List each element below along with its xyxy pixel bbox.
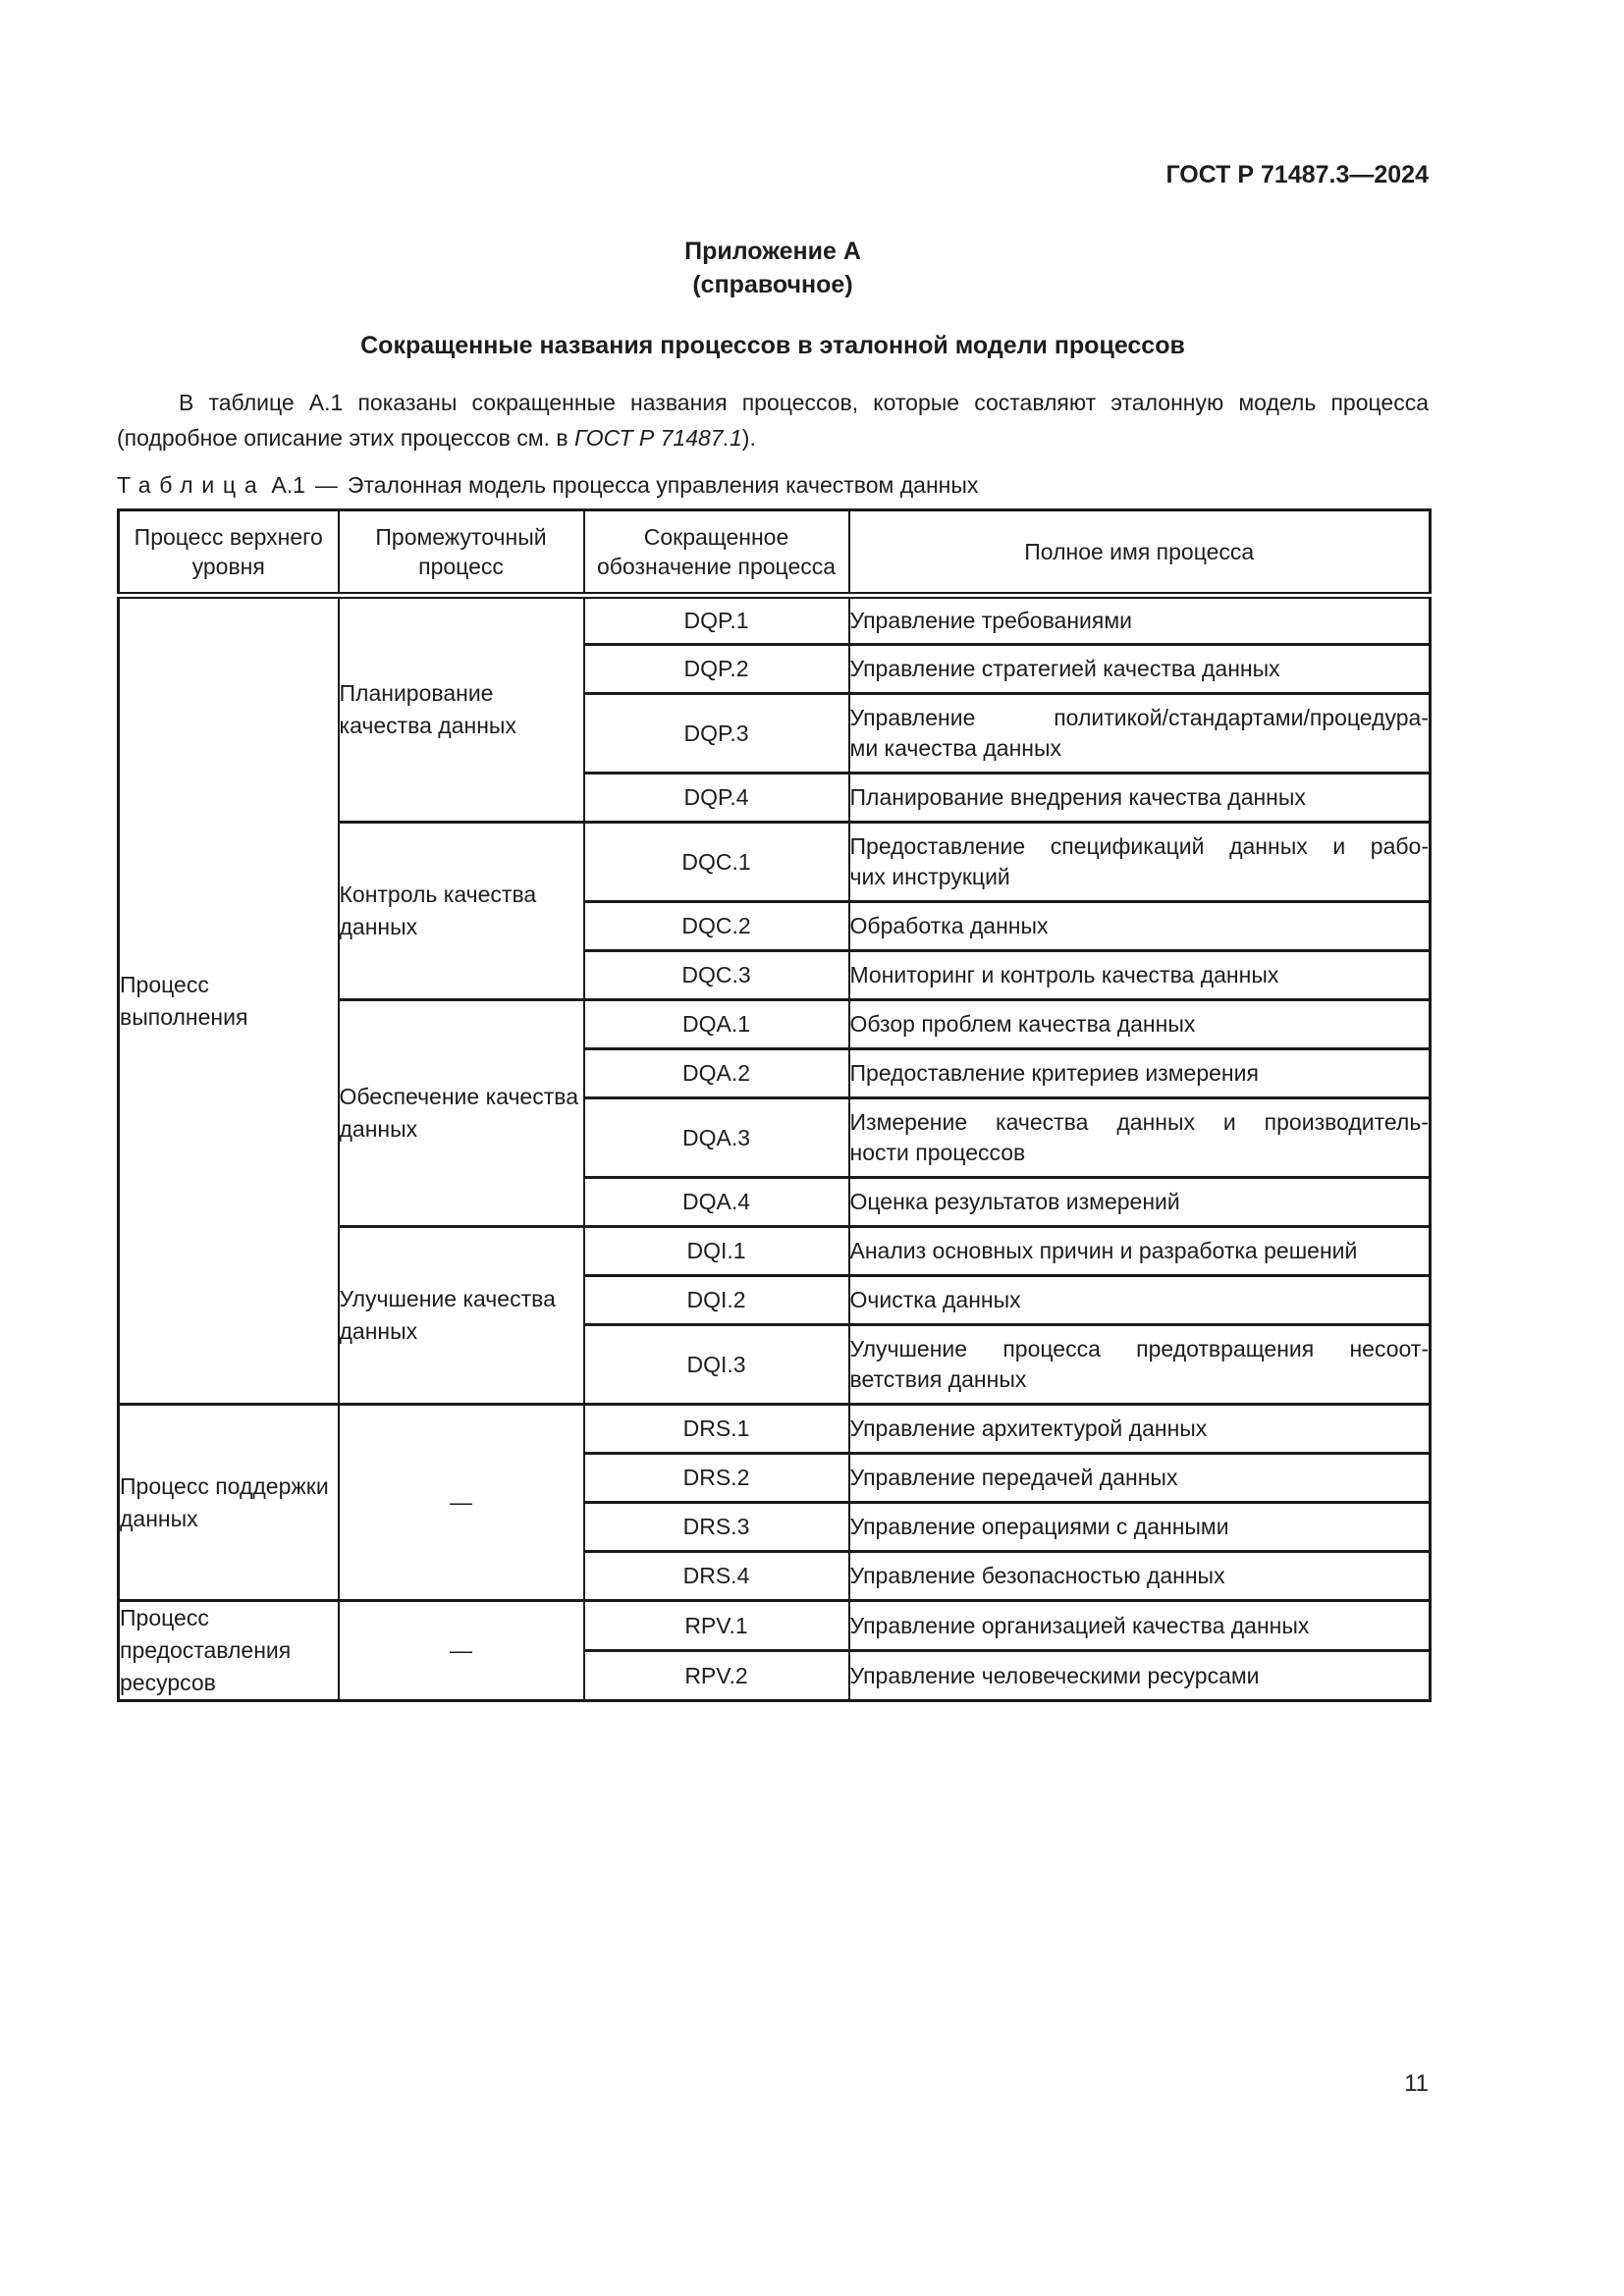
intro-paragraph — [117, 385, 1429, 455]
process-name-line: Управление организацией качества данных — [849, 1612, 1310, 1638]
cell-top-level-process: Процесс поддержки данных — [119, 1405, 339, 1601]
cell-intermediate-process: Улучшение качества данных — [339, 1227, 584, 1405]
cell-process-code: RPV.1 — [584, 1601, 849, 1651]
cell-process-code: DQC.2 — [584, 902, 849, 951]
cell-process-code: DQA.4 — [584, 1178, 849, 1227]
process-name-line: Мониторинг и контроль качества данных — [849, 962, 1279, 988]
cell-process-full-name — [849, 1503, 1431, 1552]
cell-process-full-name — [849, 1227, 1431, 1276]
cell-process-code: DQI.2 — [584, 1276, 849, 1325]
cell-process-full-name — [849, 1454, 1431, 1503]
cell-process-code: DQC.3 — [584, 951, 849, 1000]
cell-process-full-name — [849, 1276, 1431, 1325]
column-header-intermediate-process: Промежуточный процесс — [339, 510, 584, 596]
table-caption — [117, 470, 1429, 501]
cell-process-code: DQP.3 — [584, 694, 849, 774]
cell-process-code: DQI.1 — [584, 1227, 849, 1276]
process-name-line: Управление архитектурой данных — [849, 1415, 1208, 1441]
cell-top-level-process: Процесс предоставления ресурсов — [119, 1601, 339, 1701]
process-name-line: Управление требованиями — [849, 608, 1132, 633]
process-name-line: ми качества данных — [849, 735, 1062, 761]
process-name-line: Управление передачей данных — [849, 1465, 1178, 1490]
cell-process-full-name — [849, 774, 1431, 823]
process-name-line: Управление безопасностью данных — [849, 1563, 1225, 1588]
table-row — [119, 1601, 1431, 1651]
cell-process-code: DQP.4 — [584, 774, 849, 823]
column-header-process-code: Сокращенное обозначение процесса — [584, 510, 849, 596]
intro-text-part1: В таблице А.1 показаны сокращенные названия процессов, которые составляют эталонную модель процесса (подробное описание этих процессов см. в — [117, 390, 1429, 451]
cell-process-full-name — [849, 1405, 1431, 1454]
cell-intermediate-process: — — [339, 1405, 584, 1601]
cell-process-full-name — [849, 596, 1431, 645]
process-name-line: Анализ основных причин и разработка решений — [849, 1238, 1358, 1263]
process-name-line: Управление стратегией качества данных — [849, 656, 1280, 681]
process-name-line: Обзор проблем качества данных — [849, 1011, 1196, 1037]
cell-process-code: DQI.3 — [584, 1325, 849, 1405]
process-reference-table — [117, 508, 1432, 1702]
section-title: Сокращенные названия процессов в эталонной модели процессов — [360, 332, 1185, 359]
cell-process-full-name — [849, 1651, 1431, 1701]
cell-process-code: DRS.3 — [584, 1503, 849, 1552]
cell-process-code: DQP.1 — [584, 596, 849, 645]
cell-process-code: RPV.2 — [584, 1651, 849, 1701]
table-caption-number: А.1 — [271, 472, 305, 498]
cell-process-code: DQA.2 — [584, 1049, 849, 1098]
process-name-line: Улучшение процесса предотвращения несоот- — [849, 1336, 1429, 1362]
cell-process-full-name — [849, 1049, 1431, 1098]
cell-process-full-name — [849, 951, 1431, 1000]
process-name-line: Управление человеческими ресурсами — [849, 1662, 1260, 1688]
intro-standard-ref-italic: ГОСТ Р 71487.1 — [573, 425, 742, 451]
cell-process-code: DRS.2 — [584, 1454, 849, 1503]
table-row — [119, 596, 1431, 645]
cell-process-full-name — [849, 1601, 1431, 1651]
cell-process-full-name — [849, 1552, 1431, 1601]
process-name-line: ности процессов — [849, 1140, 1026, 1165]
process-name-line: чих инструкций — [849, 864, 1010, 889]
appendix-title: Приложение А — [684, 238, 861, 265]
cell-process-code: DQA.1 — [584, 1000, 849, 1049]
process-name-line: Управление операциями с данными — [849, 1514, 1229, 1539]
table-header-row — [119, 510, 1431, 596]
table-caption-label: Таблица — [117, 472, 266, 498]
page-number: 11 — [1404, 2070, 1429, 2097]
table-caption-text: Эталонная модель процесса управления качеством данных — [347, 472, 979, 498]
cell-process-full-name — [849, 1325, 1431, 1405]
cell-process-full-name — [849, 645, 1431, 694]
process-name-line: Управление политикой/стандартами/процедура- — [849, 705, 1429, 730]
cell-process-full-name — [849, 1098, 1431, 1178]
table-body — [119, 596, 1431, 1701]
cell-process-code: DRS.1 — [584, 1405, 849, 1454]
cell-intermediate-process: — — [339, 1601, 584, 1701]
cell-process-code: DQP.2 — [584, 645, 849, 694]
process-name-line: Обработка данных — [849, 913, 1049, 938]
cell-process-full-name — [849, 694, 1431, 774]
cell-intermediate-process: Планирование качества данных — [339, 596, 584, 823]
process-name-line: Оценка результатов измерений — [849, 1189, 1180, 1214]
cell-intermediate-process: Контроль качества данных — [339, 823, 584, 1000]
cell-process-full-name — [849, 1000, 1431, 1049]
cell-process-code: DQA.3 — [584, 1098, 849, 1178]
table-caption-dash: — — [314, 472, 338, 498]
process-name-line: Очистка данных — [849, 1287, 1021, 1312]
cell-process-full-name — [849, 823, 1431, 902]
intro-text-part2: ). — [741, 425, 756, 451]
process-name-line: Предоставление спецификаций данных и рабо- — [849, 833, 1429, 859]
process-name-line: Планирование внедрения качества данных — [849, 784, 1306, 810]
cell-process-full-name — [849, 1178, 1431, 1227]
appendix-heading — [117, 235, 1429, 301]
cell-process-full-name — [849, 902, 1431, 951]
standard-reference: ГОСТ Р 71487.3—2024 — [1165, 161, 1429, 188]
process-name-line: Измерение качества данных и производитель- — [849, 1109, 1429, 1135]
cell-process-code: DRS.4 — [584, 1552, 849, 1601]
table-header — [119, 510, 1431, 596]
table-row — [119, 1405, 1431, 1454]
cell-top-level-process: Процесс выполнения — [119, 596, 339, 1405]
column-header-top-level-process: Процесс верхнего уровня — [119, 510, 339, 596]
cell-intermediate-process: Обеспечение качества данных — [339, 1000, 584, 1227]
process-name-line: Предоставление критериев измерения — [849, 1060, 1259, 1086]
cell-process-code: DQC.1 — [584, 823, 849, 902]
column-header-process-full-name: Полное имя процесса — [849, 510, 1431, 596]
process-name-line: ветствия данных — [849, 1366, 1027, 1392]
appendix-subtitle: (справочное) — [692, 271, 853, 298]
